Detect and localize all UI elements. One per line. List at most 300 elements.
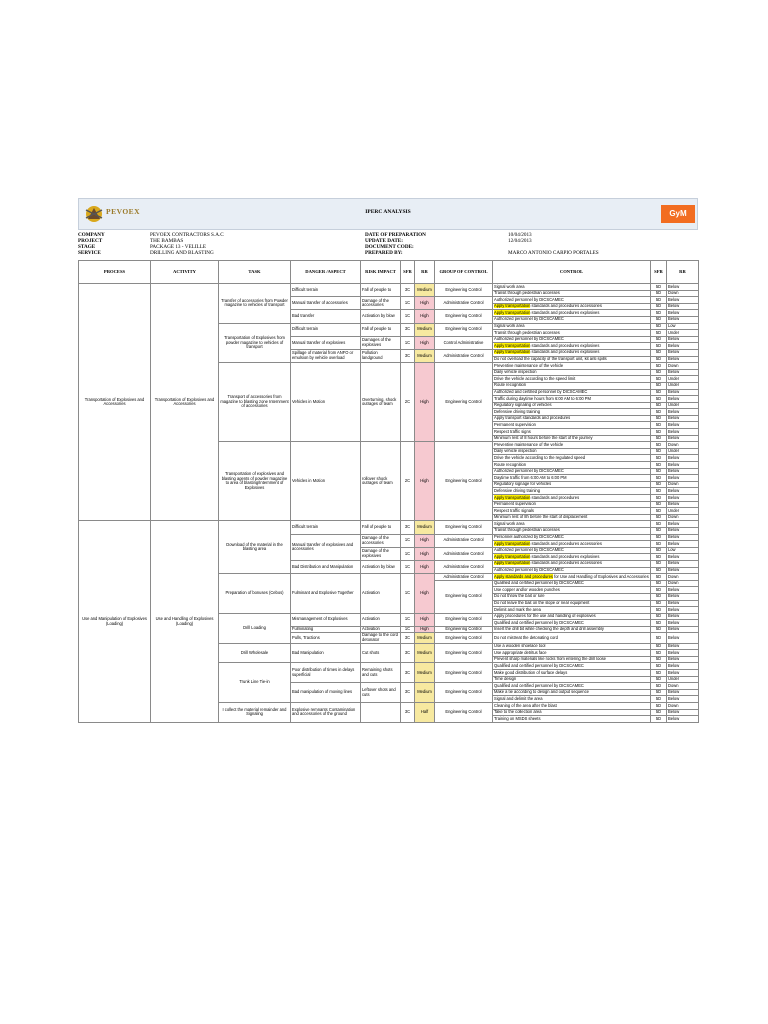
residual-sf-cell: 5D: [651, 683, 667, 690]
risk-rating-cell: Medium: [415, 349, 435, 362]
control-cell: Make a tie according to design and output sequence: [493, 689, 651, 696]
logo-text: PEVOEX: [106, 207, 141, 216]
highlighted-text: Apply transportation: [494, 342, 531, 348]
severity-frequency-cell: 3C: [401, 663, 415, 683]
residual-rr-cell: Below: [667, 475, 699, 482]
residual-sf-cell: 5D: [651, 290, 667, 297]
risk-cell: Activation by blow: [361, 560, 401, 573]
control-cell: Do not mistreat the detonating cord: [493, 633, 651, 643]
danger-cell: Manual transfer of explosives and accessories: [291, 534, 361, 560]
residual-rr-cell: Down: [667, 580, 699, 587]
control-cell: Authorized personnel by DICSCAMEC: [493, 336, 651, 343]
table-row: [79, 521, 699, 528]
residual-rr-cell: Below: [667, 468, 699, 475]
residual-rr-cell: Below: [667, 554, 699, 561]
col-rr-residual: RR: [667, 261, 699, 284]
danger-cell: Manual transfer of accessories: [291, 297, 361, 310]
residual-sf-cell: 5D: [651, 495, 667, 502]
residual-rr-cell: Below: [667, 716, 699, 723]
severity-frequency-cell: 3C: [401, 521, 415, 534]
residual-sf-cell: 5D: [651, 415, 667, 422]
control-cell: Cleaning of the area after the blast: [493, 703, 651, 710]
control-cell: Signal work area: [493, 521, 651, 528]
residual-sf-cell: 5D: [651, 389, 667, 396]
residual-sf-cell: 5D: [651, 481, 667, 488]
residual-rr-cell: Below: [667, 663, 699, 670]
residual-rr-cell: Below: [667, 534, 699, 541]
risk-cell: Damage of the accessories: [361, 297, 401, 310]
residual-rr-cell: Below: [667, 626, 699, 633]
control-group-cell: Engineering Control: [435, 323, 493, 336]
residual-rr-cell: Down: [667, 290, 699, 297]
residual-sf-cell: 5D: [651, 343, 667, 350]
control-cell: [493, 541, 651, 548]
residual-rr-cell: Below: [667, 527, 699, 534]
residual-rr-cell: Low: [667, 547, 699, 554]
risk-rating-cell: Medium: [415, 663, 435, 683]
danger-cell: Poor distribution of times in delays superficial: [291, 663, 361, 683]
danger-cell: Manual transfer of explosives: [291, 336, 361, 349]
control-group-cell: Administrative Control: [435, 297, 493, 310]
control-group-cell: Engineering Control: [435, 580, 493, 613]
risk-rating-cell: High: [415, 626, 435, 633]
table-row: [79, 284, 699, 291]
danger-cell: Difficult terrain: [291, 323, 361, 336]
residual-rr-cell: Below: [667, 689, 699, 696]
highlighted-text: Apply transportation: [494, 303, 531, 309]
residual-rr-cell: Under: [667, 508, 699, 515]
residual-sf-cell: 5D: [651, 297, 667, 304]
residual-sf-cell: 5D: [651, 402, 667, 409]
control-group-cell: Control Administrative: [435, 336, 493, 349]
residual-sf-cell: 5D: [651, 422, 667, 429]
residual-rr-cell: Down: [667, 442, 699, 449]
risk-cell: Activation: [361, 613, 401, 626]
residual-sf-cell: 5D: [651, 663, 667, 670]
control-cell: Signal work area: [493, 284, 651, 291]
control-cell: Authorized personnel by DICSCAMEC: [493, 468, 651, 475]
residual-sf-cell: 5D: [651, 356, 667, 363]
residual-rr-cell: Down: [667, 514, 699, 521]
risk-rating-cell: High: [415, 547, 435, 560]
residual-rr-cell: Down: [667, 683, 699, 690]
risk-cell: Damages of the explosives: [361, 336, 401, 349]
risk-rating-cell: Medium: [415, 643, 435, 663]
residual-rr-cell: Below: [667, 567, 699, 574]
col-process: PROCESS: [79, 261, 151, 284]
control-cell: Signal and delimit the area: [493, 696, 651, 703]
risk-rating-cell: Medium: [415, 683, 435, 703]
residual-sf-cell: 5D: [651, 508, 667, 515]
control-group-cell: Administrative Control: [435, 547, 493, 560]
residual-rr-cell: Below: [667, 488, 699, 495]
residual-sf-cell: 5D: [651, 676, 667, 683]
project-label: PROJECT: [78, 238, 103, 244]
control-cell: Minimum rest of 8h before the start of displacement: [493, 514, 651, 521]
task-cell: Transportation of Explosives from powder magazine to vehicles of transport: [219, 323, 291, 363]
residual-sf-cell: 5D: [651, 382, 667, 389]
residual-sf-cell: 5D: [651, 475, 667, 482]
col-task: TASK: [219, 261, 291, 284]
residual-rr-cell: Below: [667, 541, 699, 548]
activity-cell: Use and Handling of Explosives (Loading): [151, 521, 219, 722]
danger-cell: Fulminant and Explosive Together: [291, 574, 361, 614]
prepared-by-value: MARCO ANTONIO CARPIO PORTALES: [508, 250, 599, 256]
residual-sf-cell: 5D: [651, 607, 667, 614]
control-cell: [493, 303, 651, 310]
control-cell: Permanent supervision: [493, 501, 651, 508]
control-cell: Qualified and certified personnel by DICSCAMEC: [493, 683, 651, 690]
residual-rr-cell: Down: [667, 363, 699, 370]
residual-sf-cell: 5D: [651, 349, 667, 356]
control-cell: Regulatory signaling of vehicles: [493, 402, 651, 409]
update-date-label: UPDATE DATE:: [365, 238, 403, 244]
control-cell: Daytime traffic from 6:00 AM to 6:00 PM: [493, 475, 651, 482]
control-cell: Traffic during daytime hours from 6:00 AM to 6:00 PM: [493, 396, 651, 403]
severity-frequency-cell: 1C: [401, 613, 415, 626]
control-cell: Minimum rest of 8 hours before the start of the journey: [493, 435, 651, 442]
residual-sf-cell: 5D: [651, 620, 667, 627]
task-cell: Drill Loading: [219, 613, 291, 643]
residual-rr-cell: Below: [667, 455, 699, 462]
prep-date-label: DATE OF PREPARATION: [365, 232, 426, 238]
project-value: THE BAMBAS: [150, 238, 184, 244]
residual-sf-cell: 5D: [651, 435, 667, 442]
severity-frequency-cell: 1C: [401, 310, 415, 323]
severity-frequency-cell: 2C: [401, 442, 415, 521]
control-cell: Authorized and certified personnel by DICSCAMEC: [493, 389, 651, 396]
risk-cell: Activation: [361, 574, 401, 614]
control-group-cell: Engineering Control: [435, 310, 493, 323]
residual-rr-cell: Under: [667, 676, 699, 683]
control-cell: Make good distribution of surface delays: [493, 670, 651, 677]
control-cell: Daily vehicle inspection: [493, 448, 651, 455]
residual-sf-cell: 5D: [651, 501, 667, 508]
residual-sf-cell: 5D: [651, 448, 667, 455]
update-date-value: 12/04/2013: [508, 238, 532, 244]
residual-rr-cell: Under: [667, 382, 699, 389]
residual-rr-cell: Below: [667, 336, 699, 343]
residual-sf-cell: 5D: [651, 527, 667, 534]
residual-rr-cell: Below: [667, 422, 699, 429]
stage-label: STAGE: [78, 244, 96, 250]
col-danger: DANGER /ASPECT: [291, 261, 361, 284]
control-group-cell: Engineering Control: [435, 643, 493, 663]
severity-frequency-cell: 3C: [401, 284, 415, 297]
residual-sf-cell: 5D: [651, 633, 667, 643]
severity-frequency-cell: 3C: [401, 323, 415, 336]
control-cell: Permanent supervision: [493, 422, 651, 429]
residual-sf-cell: 5D: [651, 429, 667, 436]
risk-cell: Cut shots: [361, 643, 401, 663]
residual-sf-cell: 5D: [651, 363, 667, 370]
residual-sf-cell: 5D: [651, 580, 667, 587]
danger-cell: Bad manipulation of moving lines: [291, 683, 361, 703]
task-cell: I collect the material remainder and Signaling: [219, 703, 291, 723]
residual-sf-cell: 5D: [651, 709, 667, 716]
residual-rr-cell: Below: [667, 435, 699, 442]
col-sf-residual: SFR: [651, 261, 667, 284]
residual-rr-cell: Below: [667, 349, 699, 356]
residual-rr-cell: Below: [667, 656, 699, 663]
control-cell: Personnel authorized by DICSCAMEC: [493, 534, 651, 541]
residual-rr-cell: Below: [667, 593, 699, 600]
residual-sf-cell: 5D: [651, 369, 667, 376]
residual-sf-cell: 5D: [651, 626, 667, 633]
residual-rr-cell: Below: [667, 501, 699, 508]
residual-sf-cell: 5D: [651, 650, 667, 657]
danger-cell: Vehicles in Motion: [291, 442, 361, 521]
control-cell: Do not throw the bait or lure: [493, 593, 651, 600]
residual-rr-cell: Below: [667, 297, 699, 304]
control-text: standards and procedures explosives: [530, 309, 600, 315]
task-cell: Trunk Line Tie-in: [219, 663, 291, 703]
header-banner: [78, 198, 698, 230]
activity-cell: Transportation of Explosives and Accessories: [151, 284, 219, 521]
control-cell: [493, 349, 651, 356]
prep-date-value: 10/04/2013: [508, 232, 532, 238]
residual-rr-cell: Under: [667, 402, 699, 409]
control-cell: Time design: [493, 676, 651, 683]
control-cell: Take to the collection area: [493, 709, 651, 716]
iperc-table: [78, 260, 699, 723]
task-cell: Download of the material in the blasting area: [219, 521, 291, 574]
residual-rr-cell: Below: [667, 620, 699, 627]
residual-sf-cell: 5D: [651, 514, 667, 521]
residual-rr-cell: Below: [667, 495, 699, 502]
col-rr: RR: [415, 261, 435, 284]
residual-sf-cell: 5D: [651, 310, 667, 317]
residual-sf-cell: 5D: [651, 409, 667, 416]
control-group-cell: Engineering Control: [435, 626, 493, 633]
stage-value: PACKAGE 13 - VELILLE: [150, 244, 207, 250]
residual-sf-cell: 5D: [651, 455, 667, 462]
danger-cell: Mismanagement of Explosives: [291, 613, 361, 626]
control-group-cell: Engineering Control: [435, 521, 493, 534]
control-cell: Apply transport standards and procedures: [493, 415, 651, 422]
risk-rating-cell: Medium: [415, 521, 435, 534]
danger-cell: Pulls, Tractions: [291, 633, 361, 643]
service-label: SERVICE: [78, 250, 101, 256]
residual-rr-cell: Below: [667, 587, 699, 594]
risk-cell: Damage of the explosives: [361, 547, 401, 560]
task-cell: Transport of accessories from magazine to blasting zone Internment of accessories: [219, 363, 291, 442]
task-cell: Transportation of explosives and blasting agents of powder magazine to area of blasting/Internment of Explosives: [219, 442, 291, 521]
residual-rr-cell: Below: [667, 316, 699, 323]
danger-cell: Spillage of material from ANFO or emulsion by vehicle overload: [291, 349, 361, 362]
residual-rr-cell: Below: [667, 396, 699, 403]
col-sf: SFR: [401, 261, 415, 284]
highlighted-text: Apply transportation: [494, 560, 531, 566]
control-cell: Authorized personnel by DICSCAMEC: [493, 567, 651, 574]
control-cell: Apply procedures for the use and handling of explosives: [493, 613, 651, 620]
control-cell: [493, 343, 651, 350]
control-cell: Route recognition: [493, 462, 651, 469]
residual-rr-cell: Below: [667, 670, 699, 677]
residual-sf-cell: 5D: [651, 521, 667, 528]
highlighted-text: Apply transportation: [494, 494, 531, 500]
residual-rr-cell: Below: [667, 600, 699, 607]
severity-frequency-cell: 1C: [401, 336, 415, 349]
risk-rating-cell: Medium: [415, 323, 435, 336]
task-cell: Transfer of accessories from Powder magazine to vehicles of transport: [219, 284, 291, 324]
control-text: standards and procedures accessories: [530, 303, 602, 309]
residual-rr-cell: Below: [667, 696, 699, 703]
residual-sf-cell: 5D: [651, 703, 667, 710]
residual-rr-cell: Below: [667, 643, 699, 650]
risk-rating-cell: Medium: [415, 633, 435, 643]
residual-sf-cell: 5D: [651, 284, 667, 291]
task-cell: Drill Wholesale: [219, 643, 291, 663]
risk-cell: Damage of the accessories: [361, 534, 401, 547]
residual-rr-cell: Low: [667, 323, 699, 330]
control-text: standards and procedures explosives: [530, 553, 600, 559]
control-cell: Authorized personnel by DICSCAMEC: [493, 316, 651, 323]
residual-sf-cell: 5D: [651, 330, 667, 337]
risk-rating-cell: High: [415, 297, 435, 310]
risk-cell: Fall of people to: [361, 284, 401, 297]
control-cell: Drive the vehicle according to the speed limit: [493, 376, 651, 383]
control-cell: Delimit and mark the area: [493, 607, 651, 614]
residual-rr-cell: Below: [667, 613, 699, 620]
control-text: standards and procedures: [530, 494, 580, 500]
highlighted-text: Apply transportation: [494, 309, 531, 315]
col-activity: ACTIVITY: [151, 261, 219, 284]
residual-sf-cell: 5D: [651, 554, 667, 561]
residual-sf-cell: 5D: [651, 303, 667, 310]
control-text: standards and procedures explosives: [530, 342, 600, 348]
severity-frequency-cell: 1C: [401, 574, 415, 614]
risk-rating-cell: Half: [415, 703, 435, 723]
residual-sf-cell: 5D: [651, 643, 667, 650]
residual-sf-cell: 5D: [651, 323, 667, 330]
highlighted-text: Apply transportation: [494, 553, 531, 559]
risk-cell: Remaining shots and cuts: [361, 663, 401, 683]
residual-rr-cell: Below: [667, 284, 699, 291]
control-cell: Regulatory signage for vehicles: [493, 481, 651, 488]
control-cell: [493, 560, 651, 567]
control-cell: Insert the drill bit while checking the depth and drill assembly: [493, 626, 651, 633]
residual-sf-cell: 5D: [651, 316, 667, 323]
residual-sf-cell: 5D: [651, 593, 667, 600]
control-cell: Use copper and/or wooden punches: [493, 587, 651, 594]
control-text: standards and procedures accessories: [530, 540, 602, 546]
residual-rr-cell: Below: [667, 633, 699, 643]
control-cell: Use appropriate detritus face: [493, 650, 651, 657]
control-cell: Transit through pedestrian accesses: [493, 330, 651, 337]
residual-rr-cell: Below: [667, 607, 699, 614]
residual-rr-cell: Below: [667, 429, 699, 436]
residual-rr-cell: Below: [667, 389, 699, 396]
residual-rr-cell: Below: [667, 409, 699, 416]
residual-sf-cell: 5D: [651, 613, 667, 620]
control-cell: Route recognition: [493, 382, 651, 389]
residual-sf-cell: 5D: [651, 600, 667, 607]
control-cell: Preventive maintenance of the vehicle: [493, 363, 651, 370]
residual-sf-cell: 5D: [651, 396, 667, 403]
danger-cell: Bad Distribution and Manipulation: [291, 560, 361, 573]
residual-sf-cell: 5D: [651, 462, 667, 469]
residual-sf-cell: 5D: [651, 560, 667, 567]
control-cell: Respect traffic signals: [493, 508, 651, 515]
document-info: [78, 230, 698, 260]
severity-frequency-cell: 2C: [401, 363, 415, 442]
control-cell: Drive the vehicle according to the regulated speed: [493, 455, 651, 462]
task-cell: Preparation of bonuses (Cebos): [219, 574, 291, 614]
highlighted-text: Apply standards and procedures: [494, 573, 553, 579]
residual-sf-cell: 5D: [651, 541, 667, 548]
risk-rating-cell: High: [415, 560, 435, 573]
control-group-cell: Administrative Control: [435, 574, 493, 581]
danger-cell: Difficult terrain: [291, 284, 361, 297]
severity-frequency-cell: 3C: [401, 349, 415, 362]
control-text: standards and procedures explosives: [530, 349, 600, 355]
severity-frequency-cell: 1C: [401, 534, 415, 547]
table-header-row: [79, 261, 699, 284]
severity-frequency-cell: 3C: [401, 703, 415, 723]
control-cell: Prevent sharp materials like rocks from entering the drill loose: [493, 656, 651, 663]
residual-sf-cell: 5D: [651, 567, 667, 574]
process-cell: Transportation of Explosives and Accessories: [79, 284, 151, 521]
risk-rating-cell: High: [415, 363, 435, 442]
residual-rr-cell: Below: [667, 369, 699, 376]
risk-cell: Activation by blow: [361, 310, 401, 323]
risk-rating-cell: High: [415, 336, 435, 349]
residual-rr-cell: Down: [667, 703, 699, 710]
highlighted-text: Apply transportation: [494, 349, 531, 355]
control-cell: Preventive maintenance of the vehicle: [493, 442, 651, 449]
risk-cell: Fall of people to: [361, 521, 401, 534]
prepared-by-label: PREPARED BY:: [365, 250, 403, 256]
risk-rating-cell: High: [415, 310, 435, 323]
risk-cell: rollover shock outrages of team: [361, 442, 401, 521]
residual-sf-cell: 5D: [651, 547, 667, 554]
residual-rr-cell: Below: [667, 303, 699, 310]
control-cell: Respect traffic signs: [493, 429, 651, 436]
severity-frequency-cell: 1C: [401, 626, 415, 633]
control-cell: Transit through pedestrian accesses: [493, 527, 651, 534]
control-text: standards and procedures accessories: [530, 560, 602, 566]
control-cell: Qualified and certified personnel by DICSCAMEC: [493, 663, 651, 670]
control-cell: Qualified and certified personnel by DICSCAMEC: [493, 580, 651, 587]
residual-sf-cell: 5D: [651, 376, 667, 383]
service-value: DRILLING AND BLASTING: [150, 250, 214, 256]
residual-sf-cell: 5D: [651, 488, 667, 495]
risk-cell: Overturning, shock outrages of team: [361, 363, 401, 442]
residual-rr-cell: Under: [667, 376, 699, 383]
severity-frequency-cell: 1C: [401, 297, 415, 310]
danger-cell: Fulminating: [291, 626, 361, 633]
residual-rr-cell: Below: [667, 415, 699, 422]
process-cell: Use and Manipulation of Explosives (Loading): [79, 521, 151, 722]
residual-sf-cell: 5D: [651, 574, 667, 581]
residual-sf-cell: 5D: [651, 716, 667, 723]
control-cell: [493, 495, 651, 502]
control-group-cell: Administrative Control: [435, 560, 493, 573]
residual-rr-cell: Below: [667, 650, 699, 657]
residual-rr-cell: Below: [667, 343, 699, 350]
residual-sf-cell: 5D: [651, 442, 667, 449]
residual-sf-cell: 5D: [651, 696, 667, 703]
col-group: GROUP OF CONTROL: [435, 261, 493, 284]
danger-cell: Explosive remnants Contamination and accessories of the ground: [291, 703, 361, 723]
risk-cell: [361, 703, 401, 723]
residual-rr-cell: Below: [667, 462, 699, 469]
control-cell: Daily vehicle inspection: [493, 369, 651, 376]
residual-rr-cell: Down: [667, 481, 699, 488]
control-cell: Do not leave the bait on the slope or near equipment: [493, 600, 651, 607]
residual-rr-cell: Under: [667, 330, 699, 337]
